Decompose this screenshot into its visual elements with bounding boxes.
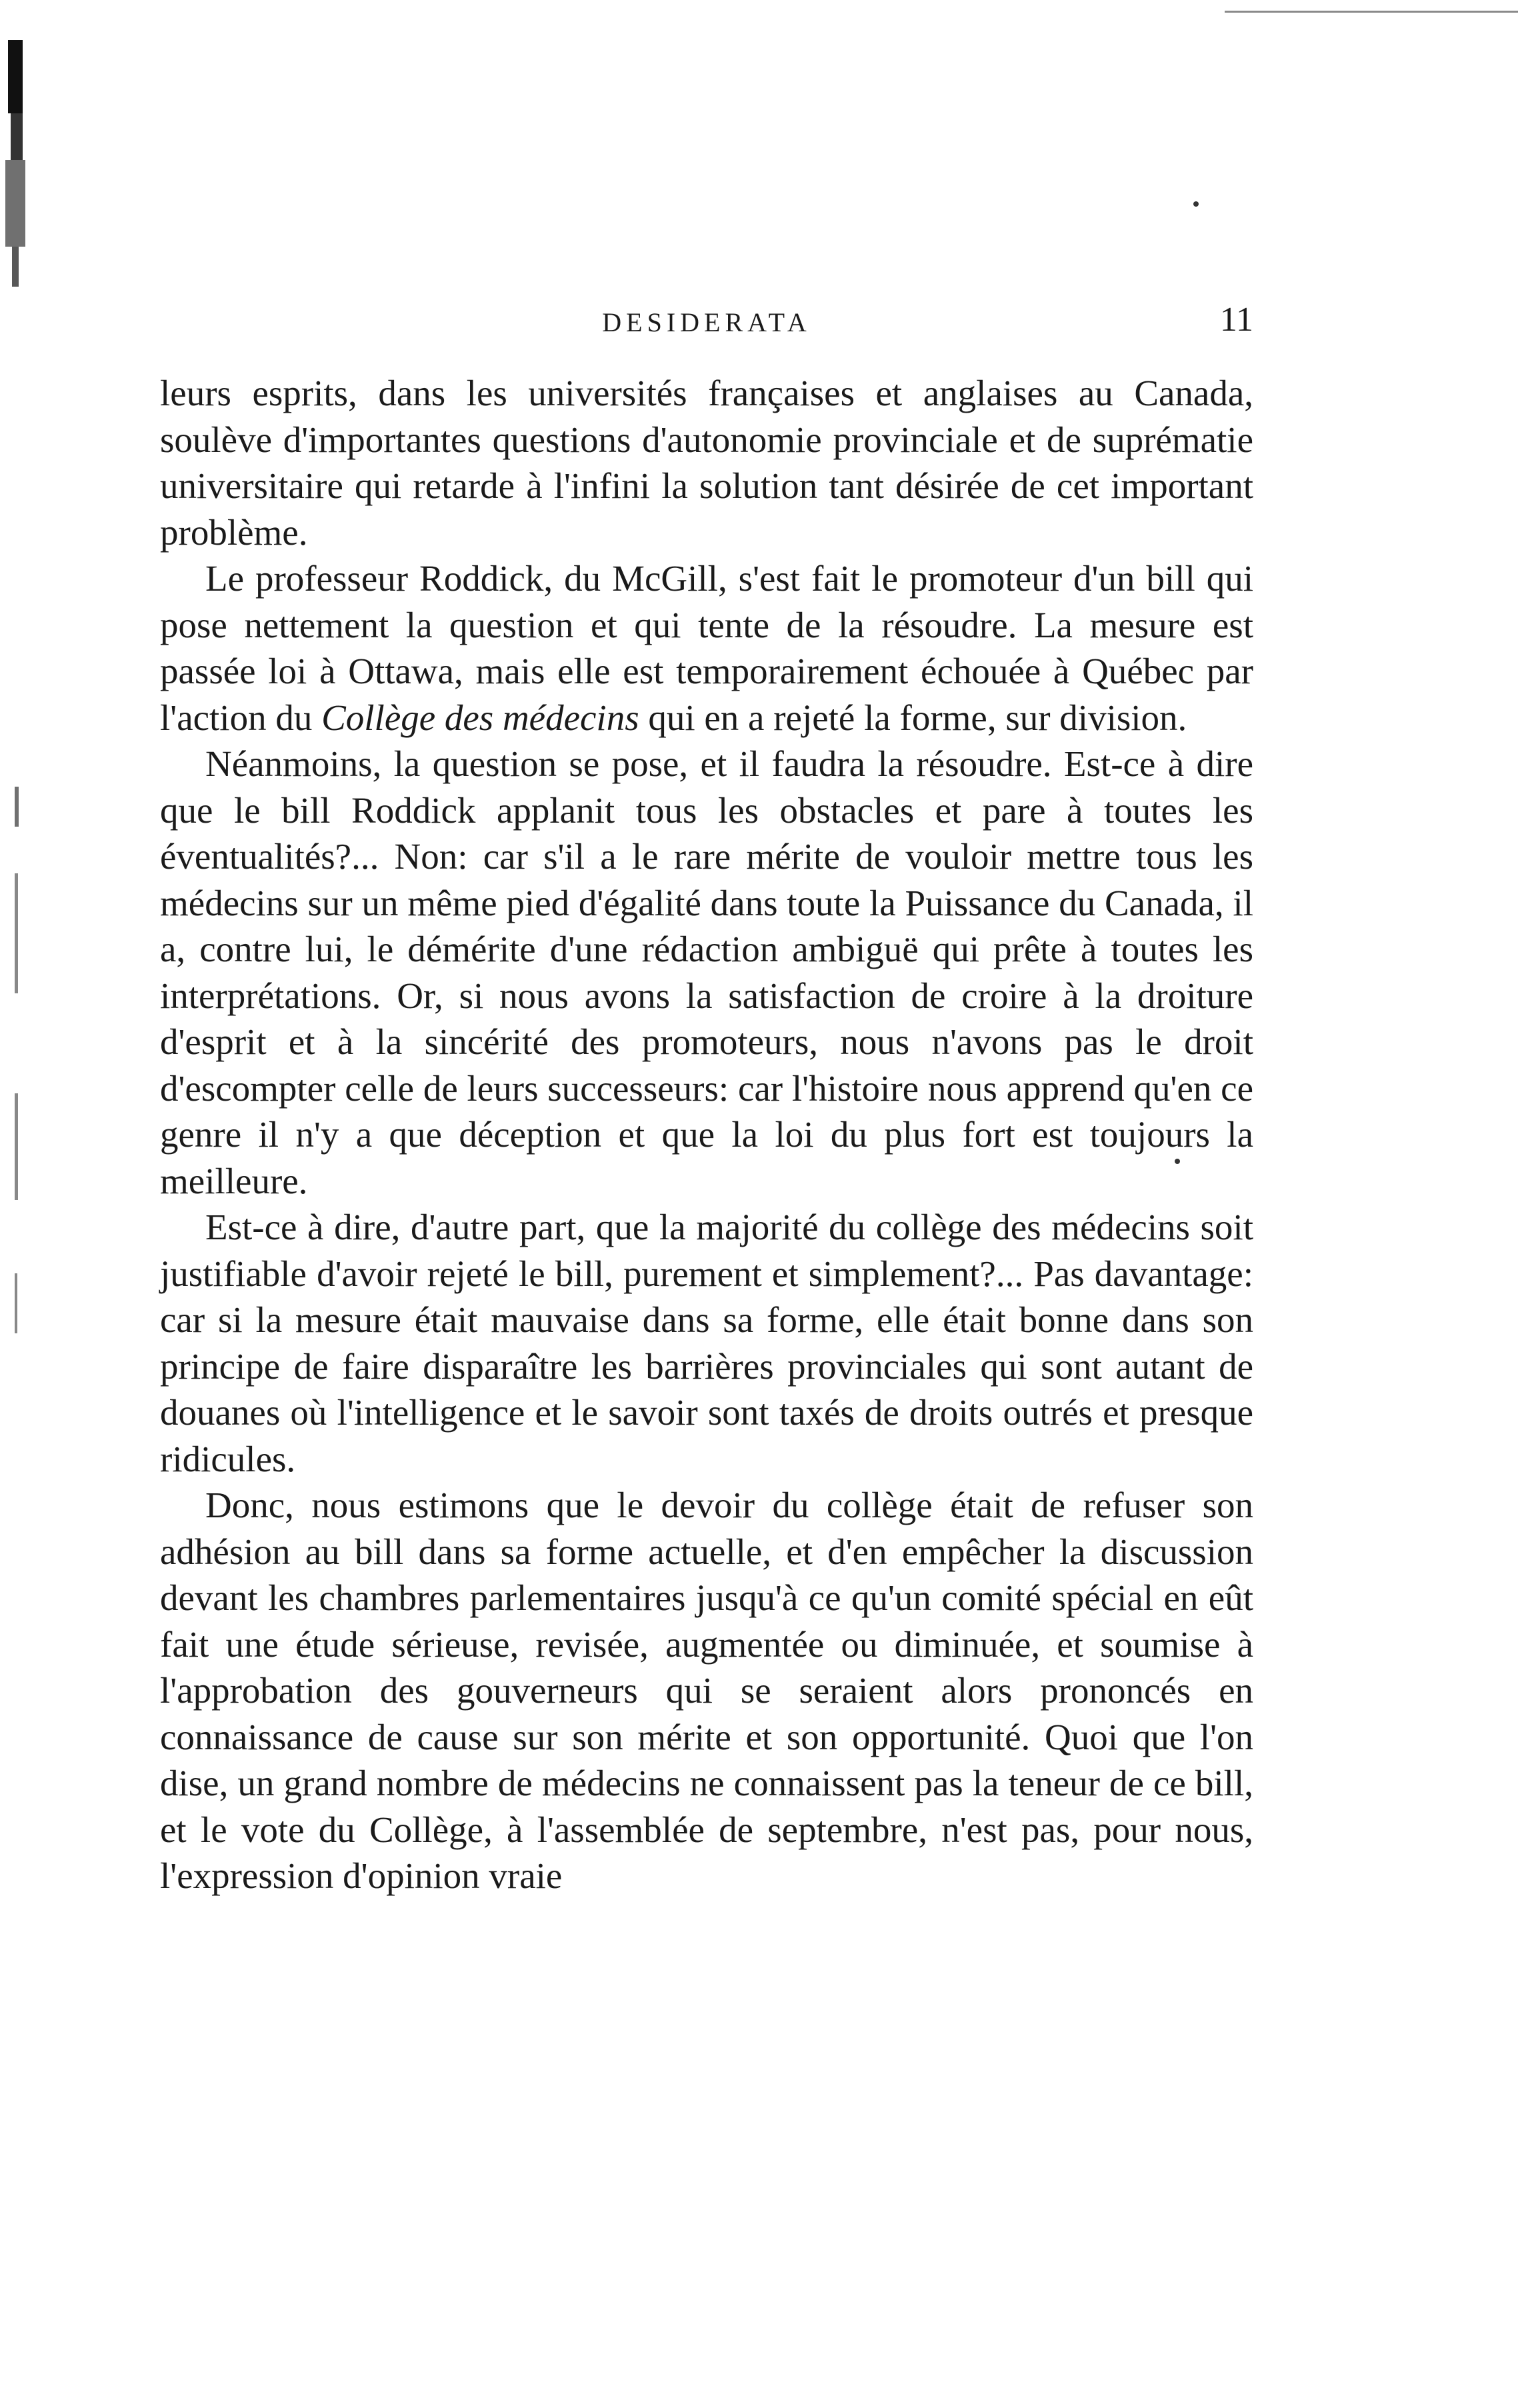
running-header bbox=[160, 300, 1253, 347]
top-edge-rule bbox=[1225, 11, 1518, 13]
body-text bbox=[160, 370, 1253, 1899]
running-title: DESIDERATA bbox=[602, 307, 811, 337]
paragraph-1: leurs esprits, dans les universités françaises et anglaises au Canada, soulève d'importantes questions d'autonomie provinciale et de suprématie universitaire qui retarde à l'infini la solution tant désirée de cet important problème. bbox=[160, 373, 1253, 553]
paragraph-4: Est-ce à dire, d'autre part, que la majorité du collège des médecins soit justifiable d'avoir rejeté le bill, purement et simplement?... Pas davantage: car si la mesure était mauvaise dans sa forme, elle était bonne dans son principe de faire disparaître les barrières provinciales qui sont autant de douanes où l'intelligence et le savoir sont taxés de droits outrés et presque ridicules. bbox=[160, 1207, 1253, 1479]
page-number: 11 bbox=[1219, 301, 1253, 339]
paragraph-2 bbox=[160, 555, 1253, 741]
paragraph-5: Donc, nous estimons que le devoir du collège était de refuser son adhésion au bill dans sa forme actuelle, et d'en empêcher la discussion devant les chambres parlementaires jusqu'à ce qu'un comité spécial en eût fait une étude sérieuse, revisée, augmentée ou diminuée, et soumise à l'approbation des gouverneurs qui se seraient alors prononcés en connaissance de cause sur son mérite et son opportunité. Quoi que l'on dise, un grand nombre de médecins ne connaissent pas la teneur de ce bill, et le vote du Collège, à l'assemblée de septembre, n'est pas, pour nous, l'expression d'opinion vraie bbox=[160, 1485, 1253, 1896]
paragraph-2-text-a: Le professeur Roddick, du McGill, s'est fait le promoteur d'un bill qui pose nettement la question et qui tente de la résoudre. La mesure est passée loi à Ottawa, mais elle est temporairement échouée à Québec par l'action du bbox=[160, 558, 1253, 738]
scan-edge-artifact bbox=[0, 40, 39, 1533]
college-name-italic: Collège des médecins bbox=[321, 697, 639, 738]
speck bbox=[1193, 201, 1199, 207]
paragraph-2-text-b: qui en a rejeté la forme, sur division. bbox=[639, 697, 1187, 738]
paragraph-3: Néanmoins, la question se pose, et il faudra la résoudre. Est-ce à dire que le bill Roddick applanit tous les obstacles et pare à toutes les éventualités?... Non: car s'il a le rare mérite de vouloir mettre tous les médecins sur un même pied d'égalité dans toute la Puissance du Canada, il a, contre lui, le démérite d'une rédaction ambiguë qui prête à toutes les interprétations. Or, si nous avons la satisfaction de croire à la droiture d'esprit et à la sincérité des promoteurs, nous n'avons pas le droit d'escompter celle de leurs successeurs: car l'histoire nous apprend qu'en ce genre il n'y a que déception et que la loi du plus fort est toujours la meilleure. bbox=[160, 743, 1253, 1201]
